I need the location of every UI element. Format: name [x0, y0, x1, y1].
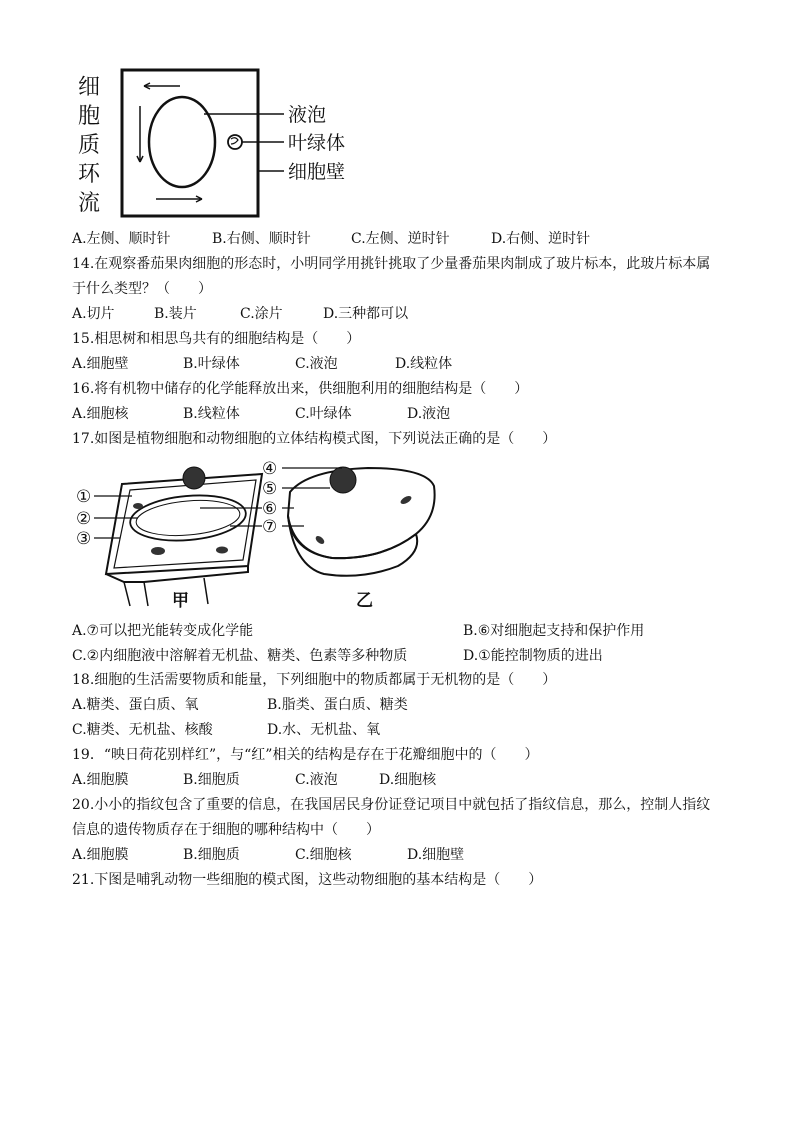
label-vacuole: 液泡	[288, 104, 327, 126]
q17-stem: 17.如图是植物细胞和动物细胞的立体结构模式图，下列说法正确的是（ ）	[72, 431, 557, 447]
figure-number-1: ①	[76, 487, 92, 507]
plant-chloroplast	[151, 547, 165, 555]
q15-stem: 15.相思树和相思鸟共有的细胞结构是（ ）	[72, 331, 361, 347]
label-cell-wall: 细胞壁	[288, 161, 346, 183]
option-d[interactable]: D.液泡	[407, 406, 451, 422]
caption-yi: 乙	[356, 591, 373, 611]
plant-animal-cell-figure	[72, 456, 452, 616]
option-b[interactable]: B.细胞质	[183, 772, 240, 788]
option-c[interactable]: C.叶绿体	[295, 406, 352, 422]
option-d[interactable]: D.①能控制物质的进出	[463, 648, 603, 664]
option-d[interactable]: D.细胞壁	[407, 847, 465, 863]
option-c[interactable]: C.液泡	[295, 356, 338, 372]
q19-stem: 19．“映日荷花别样红”，与“红”相关的结构是存在于花瓣细胞中的（ ）	[72, 747, 539, 763]
option-a[interactable]: A.⑦可以把光能转变成化学能	[72, 623, 254, 639]
cytoplasm-streaming-figure	[74, 62, 374, 222]
option-b[interactable]: B.装片	[154, 306, 197, 322]
q20-stem-line1: 20.小小的指纹包含了重要的信息，在我国居民身份证登记项目中就包括了指纹信息，那么，控制人指纹	[72, 797, 711, 813]
figure-number-5: ⑤	[262, 479, 278, 499]
q14-stem-line1: 14.在观察番茄果肉细胞的形态时，小明同学用挑针挑取了少量番茄果肉制成了玻片标本，此玻片标本属	[72, 256, 711, 272]
vertical-label-char: 环	[78, 162, 101, 187]
figure-number-7: ⑦	[262, 517, 278, 537]
q20-stem-line2: 信息的遗传物质存在于细胞的哪种结构中（ ）	[72, 822, 380, 838]
option-c[interactable]: C.细胞核	[295, 847, 352, 863]
vertical-label	[78, 75, 101, 216]
vertical-label-char: 流	[78, 191, 101, 216]
plant-nucleus	[183, 467, 205, 489]
option-c[interactable]: C.②内细胞液中溶解着无机盐、糖类、色素等多种物质	[72, 648, 408, 664]
plant-chloroplast	[133, 503, 143, 509]
figure-number-4: ④	[262, 459, 278, 479]
plant-cell-drawing	[106, 474, 262, 606]
option-c[interactable]: C.左侧、逆时针	[351, 231, 450, 247]
option-d[interactable]: D.三种都可以	[323, 306, 409, 322]
option-c[interactable]: C.液泡	[295, 772, 338, 788]
option-a[interactable]: A.切片	[72, 306, 115, 322]
vertical-label-char: 质	[78, 133, 101, 158]
option-a[interactable]: A.细胞膜	[72, 772, 129, 788]
option-a[interactable]: A.糖类、蛋白质、氧	[72, 697, 199, 713]
option-a[interactable]: A.细胞核	[72, 406, 129, 422]
vacuole-shape	[149, 97, 215, 187]
option-b[interactable]: B.叶绿体	[183, 356, 240, 372]
option-c[interactable]: C.涂片	[240, 306, 283, 322]
animal-mitochondria	[399, 494, 412, 505]
chloroplast-shape	[228, 135, 242, 149]
chloroplast-inner	[231, 138, 238, 144]
figure-number-2: ②	[76, 509, 92, 529]
option-d[interactable]: D.细胞核	[379, 772, 437, 788]
option-a[interactable]: A.左侧、顺时针	[72, 231, 171, 247]
option-b[interactable]: B.脂类、蛋白质、糖类	[267, 697, 408, 713]
option-d[interactable]: D.水、无机盐、氧	[267, 722, 381, 738]
option-a[interactable]: A.细胞壁	[72, 356, 129, 372]
q14-stem-line2: 于什么类型？（ ）	[72, 281, 212, 297]
animal-nucleus	[330, 467, 356, 493]
plant-chloroplast	[216, 547, 228, 554]
figure-number-6: ⑥	[262, 499, 278, 519]
cell-wall-outline	[122, 70, 258, 216]
option-b[interactable]: B.⑥对细胞起支持和保护作用	[463, 623, 645, 639]
label-chloroplast: 叶绿体	[288, 132, 346, 154]
q21-stem: 21.下图是哺乳动物一些细胞的模式图，这些动物细胞的基本结构是（ ）	[72, 872, 543, 888]
vertical-label-char: 胞	[78, 104, 101, 129]
caption-jia: 甲	[172, 591, 189, 611]
option-c[interactable]: C.糖类、无机盐、核酸	[72, 722, 213, 738]
option-d[interactable]: D.右侧、逆时针	[491, 231, 591, 247]
option-d[interactable]: D.线粒体	[395, 356, 453, 372]
option-b[interactable]: B.右侧、顺时针	[212, 231, 311, 247]
vertical-label-char: 细	[78, 75, 101, 100]
q18-stem: 18.细胞的生活需要物质和能量，下列细胞中的物质都属于无机物的是（ ）	[72, 672, 557, 688]
q16-stem: 16.将有机物中储存的化学能释放出来，供细胞利用的细胞结构是（ ）	[72, 381, 529, 397]
option-a[interactable]: A.细胞膜	[72, 847, 129, 863]
animal-cell-drawing	[288, 468, 435, 576]
figure-number-3: ③	[76, 529, 92, 549]
option-b[interactable]: B.线粒体	[183, 406, 240, 422]
animal-mitochondria	[314, 534, 326, 545]
option-b[interactable]: B.细胞质	[183, 847, 240, 863]
